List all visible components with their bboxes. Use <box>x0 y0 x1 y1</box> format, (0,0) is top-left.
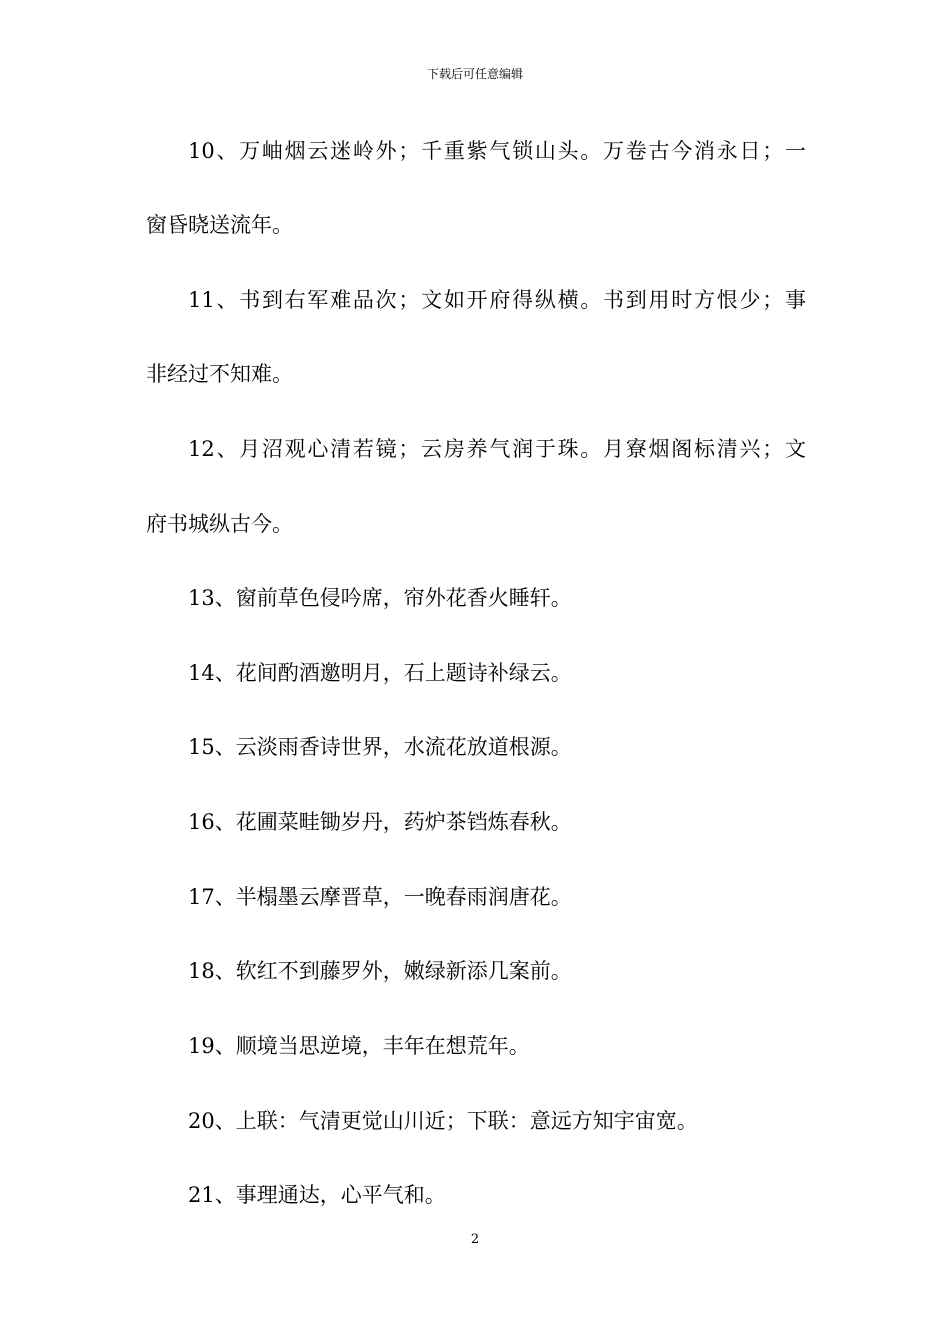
page-header: 下载后可任意编辑 <box>426 67 523 81</box>
paragraph-15: 15、云淡雨香诗世界，水流花放道根源。 <box>188 735 572 759</box>
paragraph-11-line-1: 11、书到右军难品次；文如开府得纵横。书到用时方恨少；事 <box>188 288 806 312</box>
paragraph-19: 19、顺境当思逆境，丰年在想荒年。 <box>188 1034 530 1058</box>
paragraph-21: 21、事理通达，心平气和。 <box>188 1183 446 1207</box>
paragraph-12-line-1: 12、月沼观心清若镜；云房养气润于珠。月寮烟阁标清兴；文 <box>188 437 806 461</box>
page-number: 2 <box>470 1232 480 1247</box>
paragraph-13: 13、窗前草色侵吟席，帘外花香火睡轩。 <box>188 586 572 610</box>
paragraph-12-line-2: 府书城纵古今。 <box>146 512 293 536</box>
paragraph-18: 18、软红不到藤罗外，嫩绿新添几案前。 <box>188 959 572 983</box>
paragraph-10-line-1: 10、万岫烟云迷岭外；千重紫气锁山头。万卷古今消永日；一 <box>188 139 806 163</box>
paragraph-16: 16、花圃菜畦锄岁丹，药炉茶铛炼春秋。 <box>188 810 572 834</box>
paragraph-20: 20、上联：气清更觉山川近；下联：意远方知宇宙宽。 <box>188 1109 698 1133</box>
paragraph-10-line-2: 窗昏晓送流年。 <box>146 213 293 237</box>
paragraph-17: 17、半榻墨云摩晋草，一晚春雨润唐花。 <box>188 885 572 909</box>
paragraph-11-line-2: 非经过不知难。 <box>146 362 293 386</box>
paragraph-14: 14、花间酌酒邀明月，石上题诗补绿云。 <box>188 661 572 685</box>
